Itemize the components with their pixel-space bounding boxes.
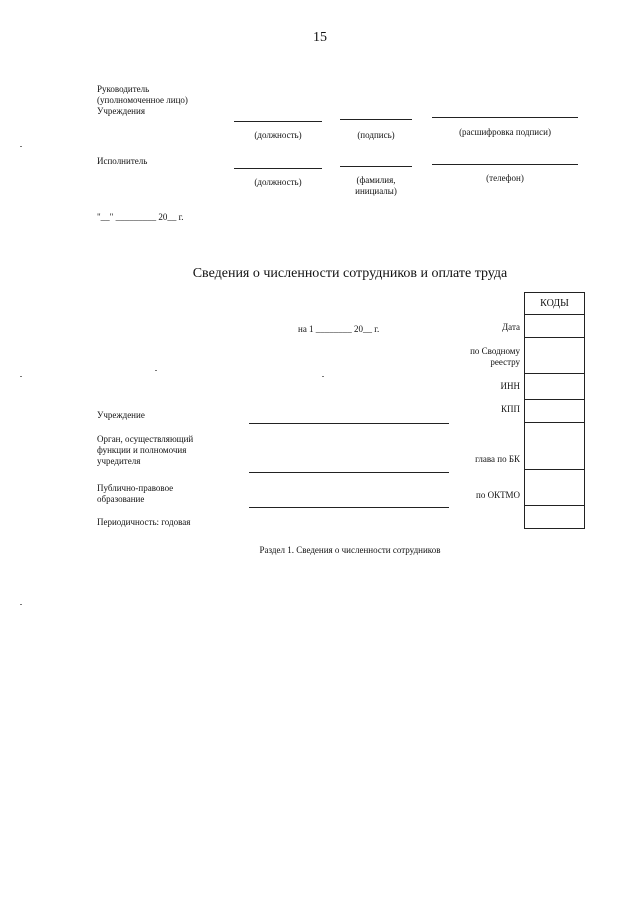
- code-label-oktmo: по ОКТМО: [476, 490, 520, 500]
- field-public-underline: [249, 507, 449, 508]
- field-public-line: Публично-правовое: [97, 483, 174, 493]
- scan-speck: [20, 146, 22, 147]
- code-cell-svod: [524, 337, 585, 373]
- executor-phone-line: [432, 164, 578, 165]
- code-cell-bk: [524, 422, 585, 469]
- section-title: Раздел 1. Сведения о численности сотрудников: [259, 545, 441, 555]
- field-organ-line: функции и полномочия: [97, 445, 187, 455]
- head-position-caption: (должность): [254, 130, 302, 140]
- code-label-svod: [420, 346, 520, 368]
- head-label: [97, 84, 188, 117]
- executor-name-caption-line: инициалы): [355, 186, 397, 196]
- code-cell-kpp: [524, 399, 585, 422]
- executor-label: Исполнитель: [97, 156, 148, 166]
- field-organ-label: [97, 434, 193, 467]
- head-label-line: Учреждения: [97, 106, 145, 116]
- code-label-svod-line: по Сводному: [470, 346, 520, 356]
- head-label-line: Руководитель: [97, 84, 150, 94]
- code-label-kpp: КПП: [500, 404, 520, 414]
- head-name-line: [432, 117, 578, 118]
- head-signature-line: [340, 119, 412, 120]
- codes-header: КОДЫ: [540, 298, 569, 309]
- executor-name-line: [340, 166, 412, 167]
- codes-header-cell: [524, 292, 585, 314]
- scan-speck: [322, 376, 324, 377]
- code-label-date: Дата: [502, 322, 520, 332]
- scan-speck: [20, 604, 22, 605]
- page-number: 15: [313, 30, 327, 45]
- field-public-line: образование: [97, 494, 145, 504]
- field-periodicity: Периодичность: годовая: [97, 517, 191, 527]
- code-label-bk: глава по БК: [475, 454, 520, 464]
- signature-date: "__" _________ 20__ г.: [97, 212, 184, 222]
- code-label-svod-line: реестру: [490, 357, 520, 367]
- executor-name-caption-line: (фамилия,: [356, 175, 396, 185]
- scan-speck: [20, 376, 22, 377]
- field-public-label: [97, 483, 173, 505]
- field-institution-line: [249, 423, 449, 424]
- executor-position-caption: (должность): [254, 177, 302, 187]
- executor-name-caption: [340, 175, 412, 197]
- scan-speck: [155, 370, 157, 371]
- head-position-line: [234, 121, 322, 122]
- executor-phone-caption: (телефон): [486, 173, 524, 183]
- document-title: Сведения о численности сотрудников и оплате труда: [192, 266, 508, 281]
- head-name-caption: (расшифровка подписи): [459, 127, 551, 137]
- head-signature-caption: (подпись): [357, 130, 395, 140]
- report-date: на 1 ________ 20__ г.: [298, 324, 380, 334]
- code-cell-oktmo: [524, 469, 585, 505]
- field-organ-underline: [249, 472, 449, 473]
- executor-position-line: [234, 168, 322, 169]
- code-label-inn: ИНН: [500, 381, 520, 391]
- code-cell-periodicity: [524, 505, 585, 529]
- field-organ-line: Орган, осуществляющий: [97, 434, 194, 444]
- head-label-line: (уполномоченное лицо): [97, 95, 188, 105]
- code-cell-date: [524, 314, 585, 337]
- field-organ-line: учредителя: [97, 456, 141, 466]
- code-cell-inn: [524, 373, 585, 399]
- field-institution-label: Учреждение: [97, 410, 145, 420]
